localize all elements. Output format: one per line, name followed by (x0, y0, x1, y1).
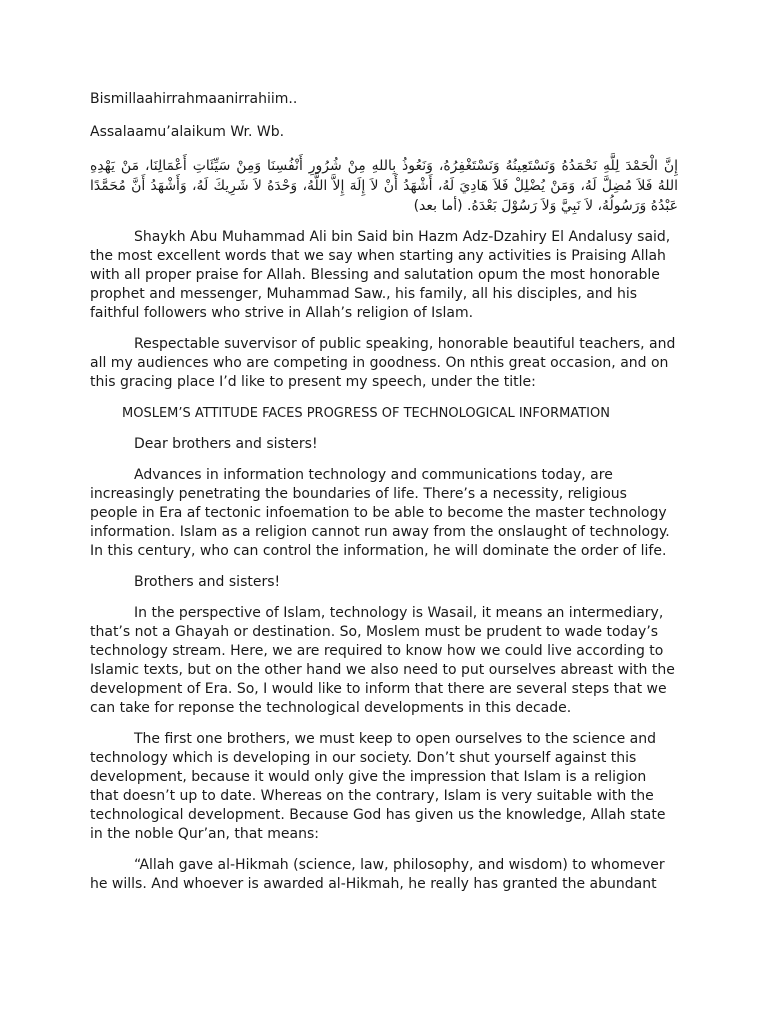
paragraph-first-step: The first one brothers, we must keep to open ourselves to the science and technology which is developing in our society. Don’t shut yourself against this development, because it would only give the impression that Islam is a religion that doesn’t up to date. Whereas on the contrary, Islam is very suitable with the technological development. Because God has given us the knowledge, Allah state in the noble Qur’an, that means: (90, 731, 666, 842)
arabic-opening-prayer: إِنَّ الْحَمْدَ لِلَّهِ نَحْمَدُهُ وَنَسْتَعِينُهُ وَنَسْتَغْفِرُهُ، وَنَعُوذُ بِاللهِ مِنْ شُرُورِ أَنْفُسِنَا وَمِنْ سَيِّئَاتِ أَعْمَالِنَا، مَنْ يَهْدِهِ اللهُ فَلاَ مُضِلَّ لَهُ، وَمَنْ يُضْلِلْ فَلاَ هَادِيَ لَهُ، أَشْهَدُ أَنْ لاَ إِلَهَ إِلاَّ اللَّهُ، وَحْدَهُ لاَ شَرِيكَ لَهُ، وَأَشْهَدُ أَنَّ مُحَمَّدًا عَبْدُهُ وَرَسُولُهُ، لاَ نَبِيَّ وَلاَ رَسُوْلَ بَعْدَهُ. (أما بعد) (90, 158, 678, 214)
paragraph-opening-praise: Shaykh Abu Muhammad Ali bin Said bin Hazm Adz-Dzahiry El Andalusy said, the most excellent words that we say when starting any activities is Praising Allah with all proper praise for Allah. Blessing and salutation opum the most honorable prophet and messenger, Muhammad Saw., his family, all his disciples, and his faithful followers who strive in Allah’s religion of Islam. (90, 229, 671, 321)
paragraph-advances-technology: Advances in information technology and communications today, are increasingly penetrating the boundaries of life. There’s a necessity, religious people in Era af tectonic infoemation to be able to become the master technology information. Islam as a religion cannot run away from the onslaught of technology. In this century, who can control the information, he will dominate the order of life. (90, 467, 670, 559)
paragraph-quran-quote: “Allah gave al-Hikmah (science, law, philosophy, and wisdom) to whomever he wills. And whoever is awarded al-Hikmah, he really has granted the abundant (90, 857, 665, 892)
salam-greeting: Assalaamu’alaikum Wr. Wb. (90, 124, 285, 140)
paragraph-dear-brothers: Dear brothers and sisters! (134, 436, 318, 452)
paragraph-address-audience: Respectable suvervisor of public speaking, honorable beautiful teachers, and all my audiences who are competing in goodness. On nthis great occasion, and on this gracing place I’d like to present my speech, under the title: (90, 336, 676, 390)
paragraph-brothers-sisters: Brothers and sisters! (134, 574, 281, 590)
speech-title: MOSLEM’S ATTITUDE FACES PROGRESS OF TECHNOLOGICAL INFORMATION (122, 406, 610, 421)
paragraph-islam-perspective: In the perspective of Islam, technology is Wasail, it means an intermediary, that’s not a Ghayah or destination. So, Moslem must be prudent to wade today’s technology stream. Here, we are required to know how we could live according to Islamic texts, but on the other hand we also need to put ourselves abreast with the development of Era. So, I would like to inform that there are several steps that we can take for reponse the technological developments in this decade. (90, 605, 675, 716)
basmalah-greeting: Bismillaahirrahmaanirrahiim.. (90, 91, 298, 107)
